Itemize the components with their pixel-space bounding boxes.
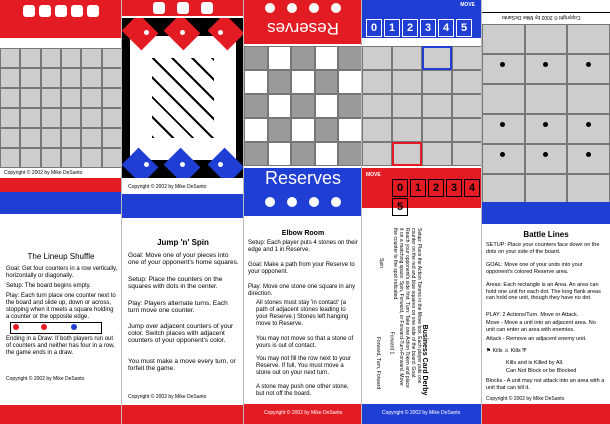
panel-jump-n-spin [122,0,244,424]
red-header [122,0,243,16]
red-header [0,0,121,38]
panel-title: Business Card Derby [421,324,428,396]
rule-bullet: You may not fill the row next to your Reserve. If full, You must move a stone out on your next turn. [256,356,351,376]
red-counter [39,5,51,17]
kills-both-text: Kills and is Killed by All. [506,360,564,366]
panel-reserves [244,0,362,424]
cannot-block-text: Can Not Block or be Blocked [506,368,577,374]
setup-text: SETUP: Place your counters face down on the dots on your side of the board. [486,242,600,255]
red-counter [201,2,213,14]
ending-text: Ending in a Draw: If both players run out of counters and neither has four in a row, the game ends in a draw. [6,336,115,356]
blue-band [482,202,610,224]
goal-text: Goal: Make a path from your Reserve to your opponent. [248,262,355,275]
red-footer [482,404,610,424]
spin-label: Spin [378,257,385,269]
reserves-bottom-band [244,168,362,216]
diamond-board [122,18,244,178]
blue-footer [362,404,482,424]
number-box: 0 [392,179,408,197]
goal-text: GOAL: Move one of your units into your opponent's colored Reserve area. [486,262,583,275]
areas-text: Areas: Each rectangle is an Area. An area can hold one unit for each dot. The long flank areas can hold one unit, though they have no dot. [486,282,601,301]
panel-title: Jump 'n' Spin [157,238,209,247]
blue-band [0,192,122,214]
blue-header [362,0,481,38]
panel-lineup-shuffle [0,0,122,424]
goal-text: Goal: Get four counters in a row vertically, horizontally or diagonally. [6,266,118,279]
play-text: PLAY: 2 Actions/Turn. Move or Attack. [486,312,579,318]
setup-text: Setup: The board begins empty. [6,283,91,289]
kills-row [486,348,606,355]
play-text: Play: Each turn place one counter next to the board and slide up, down or across, stopping when it meets a square holding a counter or the opposite edge. [6,293,116,320]
red-footer [244,404,362,424]
red-counter [153,2,165,14]
move-label: MOVE [460,2,475,8]
jump-text: Jump over adjacent counters of your color. Switch places with adjacent counters of your opponent's color. [128,323,234,344]
move-text: Move - Move a unit into an adjacent area. No unit can enter an area with enemies. [486,320,596,333]
rule-bullet: You may not move so that a stone of yours is out of contact. [256,336,354,349]
red-counter [55,5,67,17]
rule-bullet: A stone may push one other stone, but not off the board. [256,384,349,397]
number-box: 1 [384,19,400,37]
copyright-text: Copyright © 2002 by Mike DeSanto [382,410,461,416]
attack-text: Attack - Remove an adjacent enemy unit. [486,336,587,342]
number-box: 2 [402,19,418,37]
panel-title: The Lineup Shuffle [27,252,95,261]
copyright-text: Copyright © 2002 by Mike DeSanto [128,184,207,190]
number-box: 0 [366,19,382,37]
setup-text: Setup: Each player puts 4 stones on their edge and 1 in Reserve. [248,240,358,253]
battle-board [482,24,610,204]
number-box: 4 [438,19,454,37]
forward-turn-label: Forward, Turn, Forward [375,336,382,390]
setup-text: Setup: Place the counters on the squares with dots in the center. [128,276,223,290]
red-counter [71,5,83,17]
copyright-text: Copyright © 2002 by Mike DeSanto [6,376,85,382]
number-box: 4 [464,179,480,197]
reserves-top-label: Reserves [267,19,339,38]
panel-title: Elbow Room [281,230,325,237]
play-text: Play: Players alternate turns. Each turn move one counter. [128,300,228,314]
number-box: 5 [456,19,472,37]
number-box: 3 [420,19,436,37]
rule-bullet: All stones must stay 'in contact' (a path of adjacent stones leading to your Reserve.) Stones left hanging move to Reserve. [256,300,349,327]
copyright-text: Copyright © 2002 by Mike DeSanto [128,394,207,400]
copyright-text: Copyright © 2002 by Mike DeSanto [486,396,565,402]
derby-board [362,46,482,166]
red-band: MOVE 0 1 2 3 45 [362,168,482,208]
forward-label: Forward 1 [388,331,395,355]
play-text: Play: Move one stone one square in any direction. [248,284,356,297]
copyright-text: Copyright © 2002 by Mike DeSanto [4,170,83,176]
kills-label: Kills [510,348,521,354]
kills-label: Kills [492,348,503,354]
number-box: 2 [428,179,444,197]
red-footer [122,405,244,424]
panel-card-derby [362,0,482,424]
blue-band [122,194,243,218]
red-counter [87,5,99,17]
kills-icon: ⛨ [522,348,527,354]
kills-icon: ⚑ [486,348,491,354]
number-box: 5 [392,198,408,216]
derby-rules-text: Setup: Place the Action Tokens in the Move box. Each player puts one counter on the red and blue squares on one side of the board. Goal: Reach your opponent's side first. Turn: Take one Action Token and place it on a matching space. Spin, Forward, or Forward-Turn-Forward. Move the counter to the spot indicated. [392,228,422,388]
battle-top-strip [482,0,610,13]
copyright-text: Copyright © 2002 by Mike DeSanto [264,410,343,416]
red-footer [0,405,122,424]
reserves-bottom-label: Reserves [264,168,342,188]
must-move-text: You must make a move every turn, or forfeit the game. [128,358,236,372]
copyright-text: Copyright © 2002 by Mike DeSanto [502,14,581,20]
lineup-board [0,48,122,168]
kills-icon: ⚔ [504,348,510,354]
number-box: 3 [446,179,462,197]
blocks-text: Blocks - A unit may not attack into an area with a unit that can kill it. [486,378,605,391]
slide-diagram [10,322,102,334]
number-box: 1 [410,179,426,197]
red-counter [23,5,35,17]
red-band [0,178,122,192]
reserves-board [244,46,362,166]
panel-title: Battle Lines [523,230,569,239]
red-counter [177,2,189,14]
panel-battle-lines [482,0,610,424]
goal-text: Goal: Move one of your pieces into one of your opponent's home squares. [128,252,239,266]
